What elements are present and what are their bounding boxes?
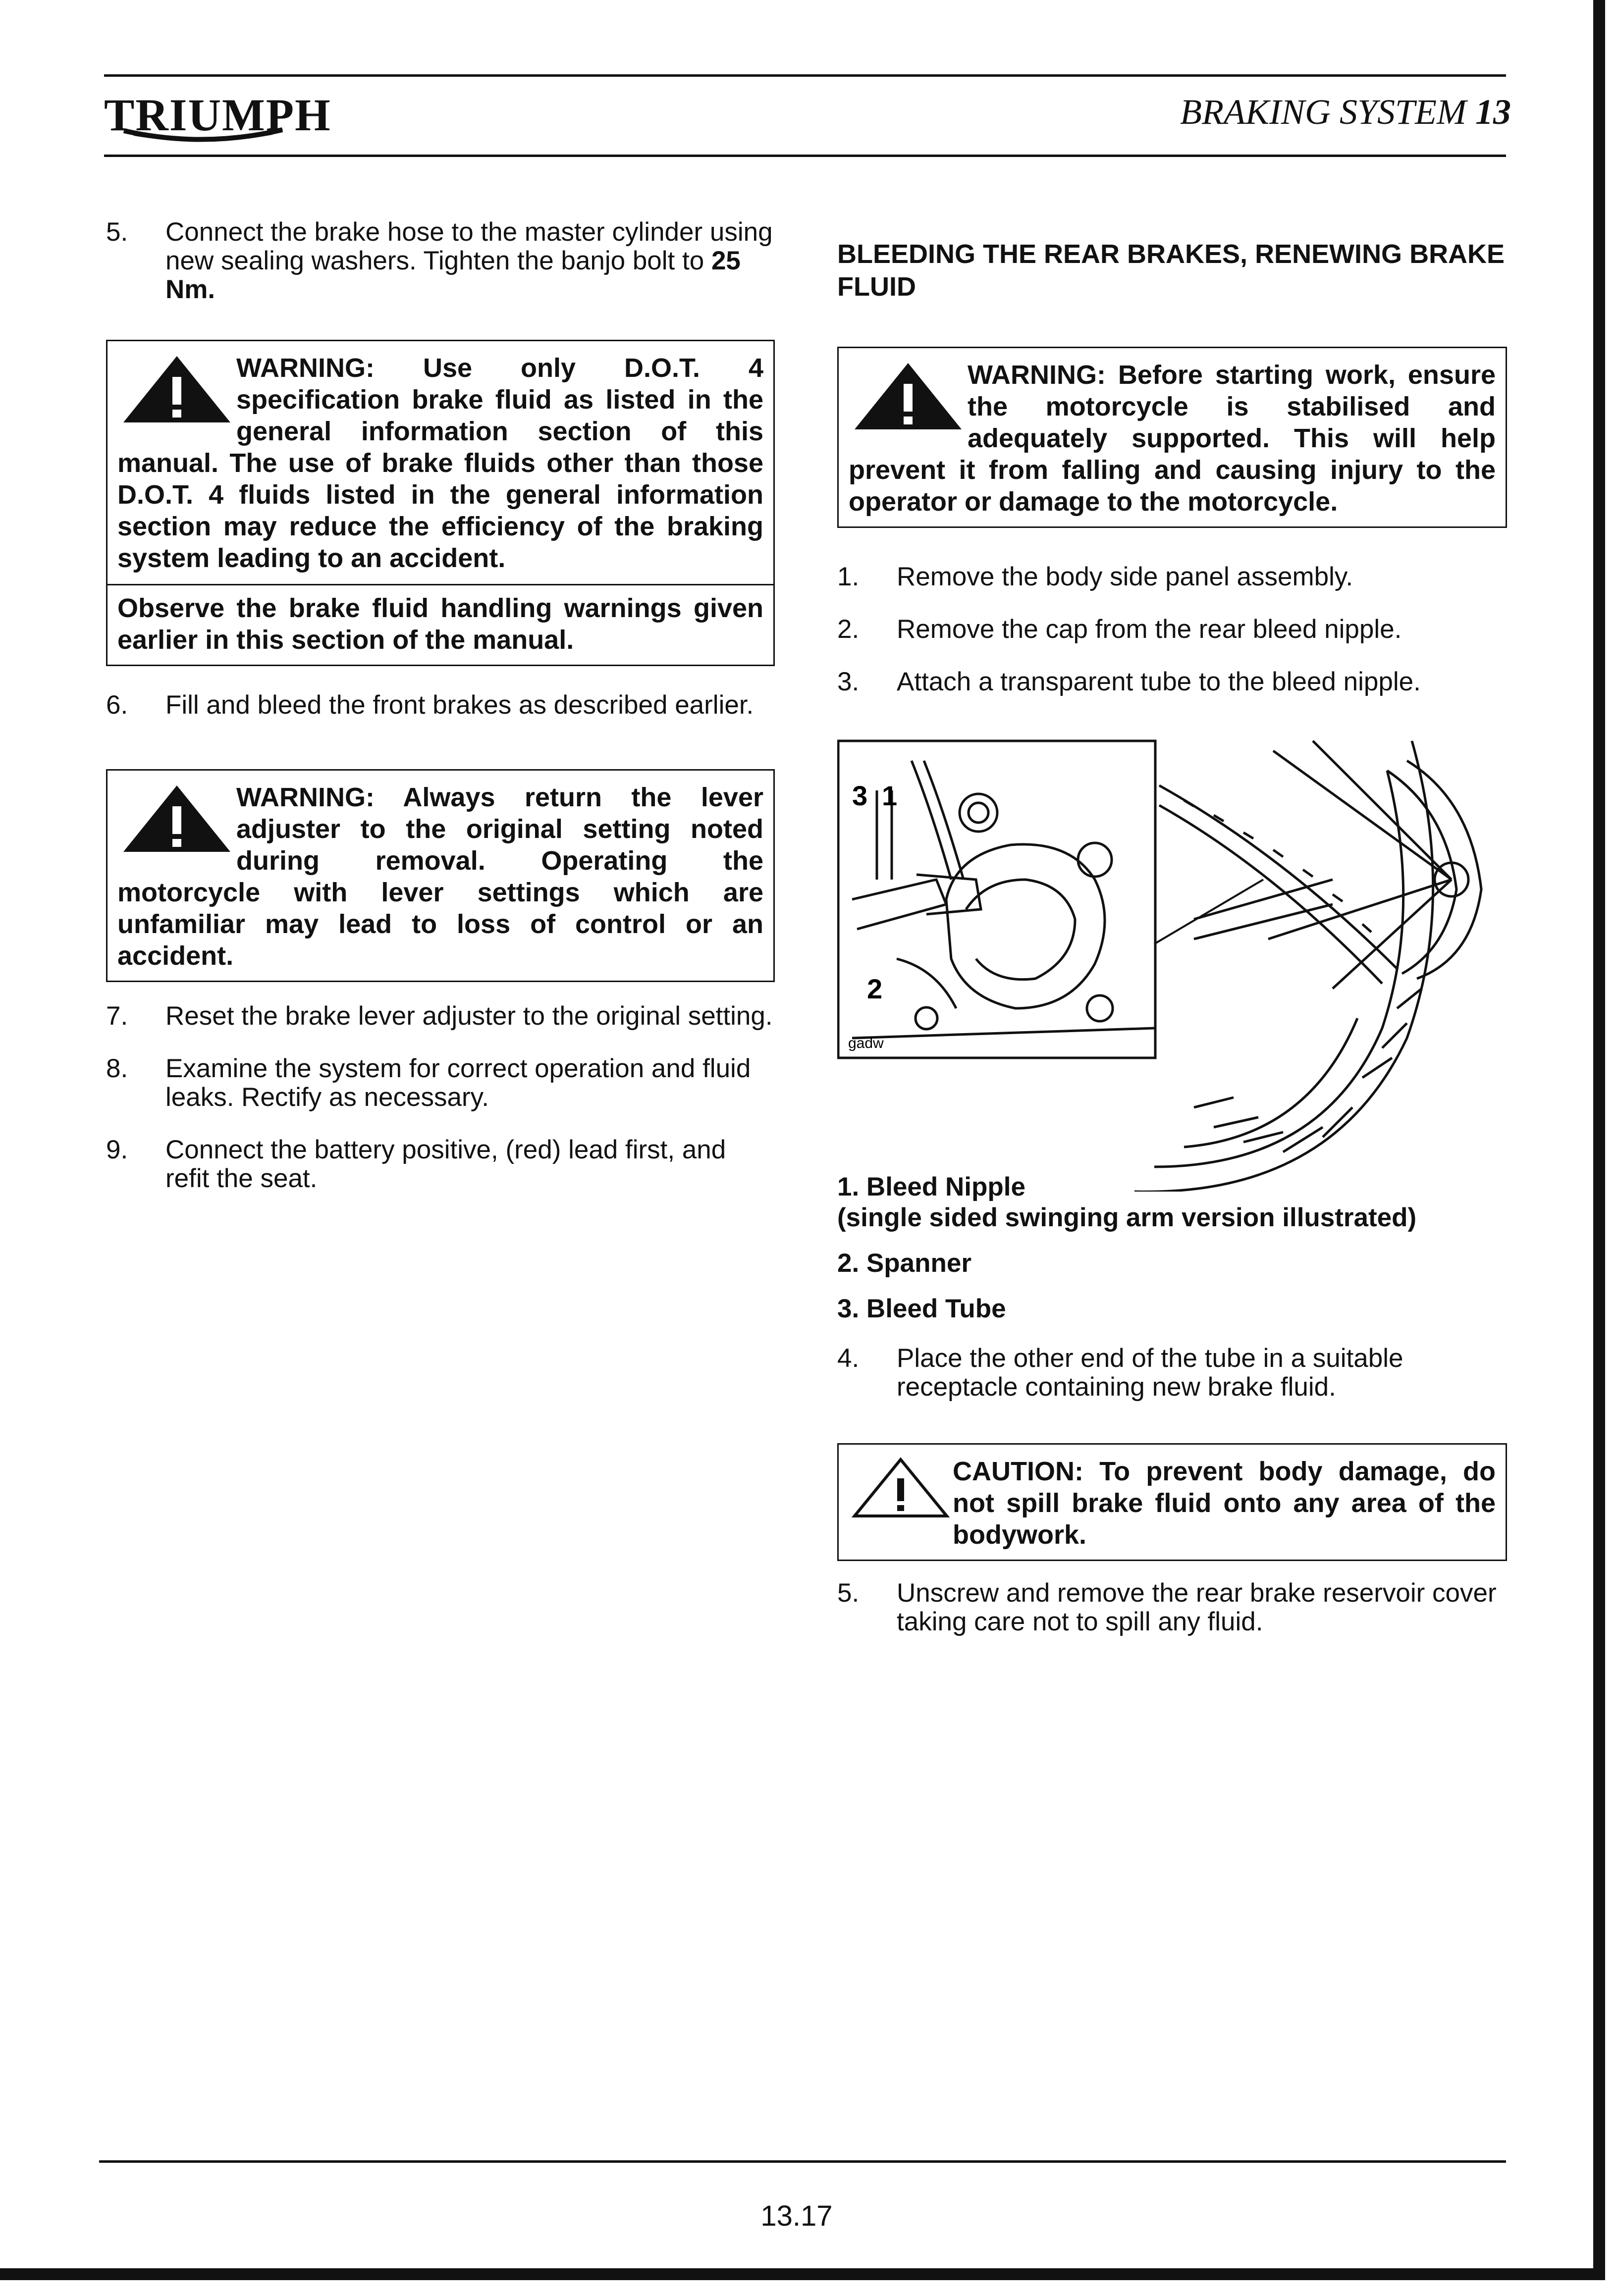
right-step-1: 1. Remove the body side panel assembly. bbox=[837, 562, 1353, 591]
section-heading: BLEEDING THE REAR BRAKES, RENEWING BRAKE FLUID bbox=[837, 239, 1505, 302]
warning-text: WARNING: Always return the lever adjuster to the original setting noted during removal. Operating the motorcycle with lever settings which are unfamiliar may lead to loss of control or an accident. bbox=[117, 783, 763, 971]
figure-code: gadw bbox=[848, 1035, 884, 1051]
warning-triangle-icon bbox=[849, 359, 968, 433]
right-step-2: 2. Remove the cap from the rear bleed nipple. bbox=[837, 615, 1402, 644]
left-step-6: 6. Fill and bleed the front brakes as described earlier. bbox=[106, 690, 754, 720]
caution-triangle-icon bbox=[849, 1456, 953, 1520]
caution-text: CAUTION: To prevent body damage, do not spill brake fluid onto any area of the bodywork. bbox=[953, 1457, 1496, 1550]
logo-text: TRIUMPH bbox=[104, 90, 331, 140]
left-column bbox=[106, 218, 775, 1193]
caption-item-1: 1. Bleed Nipple bbox=[837, 1172, 1025, 1201]
warning-triangle-icon bbox=[117, 782, 236, 856]
caption-item-1-note: (single sided swinging arm version illustrated) bbox=[837, 1203, 1417, 1232]
caption-item-3: 3. Bleed Tube bbox=[837, 1294, 1006, 1323]
warning-box-fluid bbox=[106, 340, 775, 666]
rear-wheel-caliper-drawing bbox=[837, 731, 1511, 1192]
header-bottom-rule bbox=[104, 155, 1506, 157]
callout-1: 1 bbox=[882, 780, 898, 811]
right-column bbox=[837, 238, 1507, 1636]
callout-3: 3 bbox=[852, 780, 868, 811]
left-step-8: 8. Examine the system for correct operation and fluid leaks. Rectify as necessary. bbox=[106, 1054, 751, 1112]
right-step-5: 5. Unscrew and remove the rear brake reservoir cover taking care not to spill any fluid. bbox=[837, 1578, 1497, 1636]
warning-triangle-icon bbox=[117, 352, 236, 426]
left-step-5: 5. Connect the brake hose to the master cylinder using new sealing washers. Tighten the banjo bolt to 25 Nm. bbox=[106, 217, 773, 304]
caption-item-2: 2. Spanner bbox=[837, 1249, 971, 1278]
left-step-9: 9. Connect the battery positive, (red) lead first, and refit the seat. bbox=[106, 1135, 726, 1193]
torque-value: 25 Nm. bbox=[165, 246, 741, 304]
warning-text: WARNING: Use only D.O.T. 4 specification brake fluid as listed in the general information section of this manual. The use of brake fluids other than those D.O.T. 4 fluids listed in the general information section may reduce the efficiency of the braking system leading to an accident. bbox=[117, 353, 763, 573]
page-number: 13.17 bbox=[760, 2200, 833, 2232]
left-step-7: 7. Reset the brake lever adjuster to the original setting. bbox=[106, 1001, 773, 1031]
header-section-title: BRAKING SYSTEM 13 bbox=[1180, 92, 1511, 132]
warning-box-stabilise bbox=[837, 347, 1507, 528]
footer-rule bbox=[99, 2160, 1506, 2163]
warning-text: WARNING: Before starting work, ensure the motorcycle is stabilised and adequately supported. This will help prevent it from falling and causing injury to the operator or damage to the motorcycle. bbox=[849, 360, 1496, 517]
warning-note: Observe the brake fluid handling warnings given earlier in this section of the manual. bbox=[108, 584, 773, 656]
caution-box bbox=[837, 1443, 1507, 1561]
figure-captions bbox=[837, 1172, 1507, 1324]
right-step-4: 4. Place the other end of the tube in a suitable receptacle containing new brake fluid. bbox=[837, 1344, 1403, 1402]
callout-2: 2 bbox=[867, 973, 883, 1004]
triumph-logo bbox=[104, 85, 332, 145]
bleed-nipple-illustration bbox=[837, 731, 1511, 1192]
warning-box-lever bbox=[106, 769, 775, 982]
right-step-3: 3. Attach a transparent tube to the bleed nipple. bbox=[837, 667, 1421, 696]
header-top-rule bbox=[104, 74, 1506, 77]
